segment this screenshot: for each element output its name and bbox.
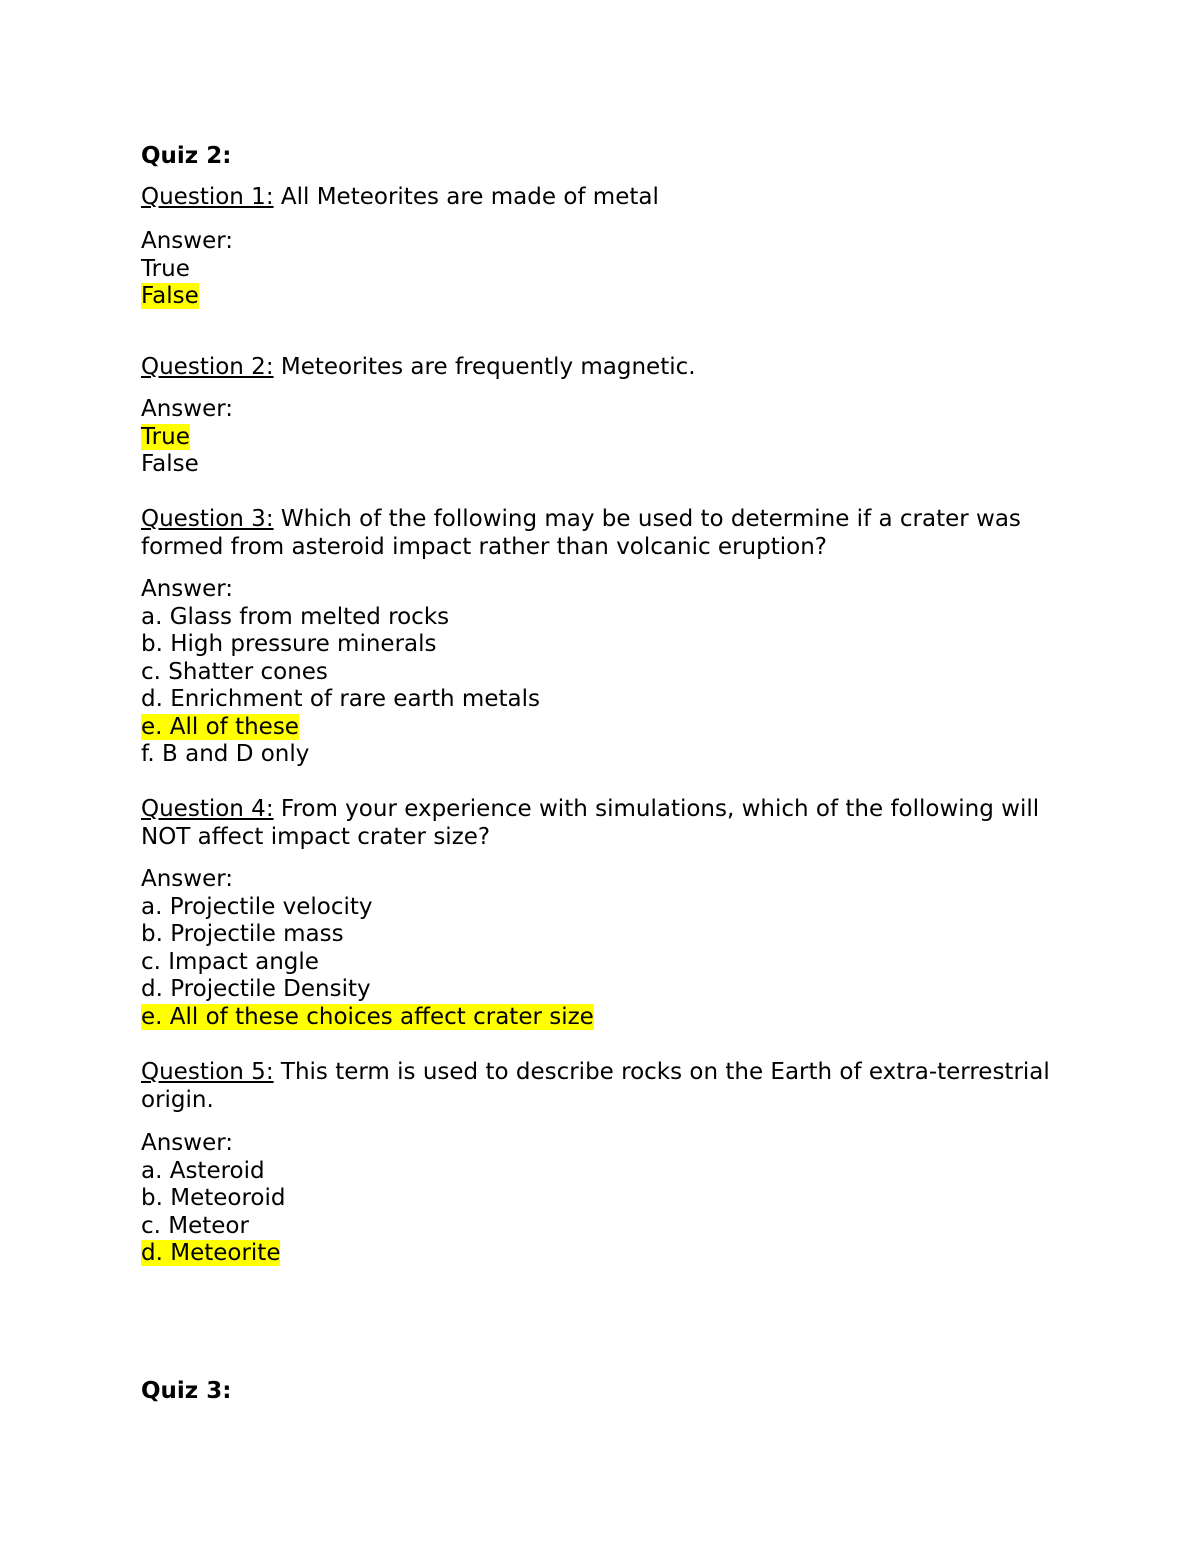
quiz-title: Quiz 2: [141,143,232,169]
answer-option: c. Meteor [141,1212,249,1239]
question-1 [141,184,1061,212]
question-label: Question 1: [141,184,274,210]
answer-label: Answer: [141,396,234,422]
question-text: This term is used to describe rocks on the Earth of extra-terrestrial origin. [141,1059,1050,1113]
question-label: Question 5: [141,1059,274,1085]
question-text: From your experience with simulations, which of the following will NOT affect impact crater size? [141,796,1040,850]
question-label: Question 4: [141,796,274,822]
answer-block-2 [141,396,1061,479]
quiz-title: Quiz 3: [141,1378,232,1404]
question-label: Question 2: [141,354,274,380]
question-2 [141,354,1061,382]
answer-option-correct: False [141,283,199,309]
answer-block-4 [141,866,1061,1031]
answer-option: a. Glass from melted rocks [141,603,450,630]
answer-option-correct: e. All of these [141,713,299,740]
answer-label: Answer: [141,228,234,254]
question-text: All Meteorites are made of metal [273,184,659,210]
answer-option-correct: e. All of these choices affect crater size [141,1003,594,1030]
question-4 [141,796,1061,851]
answer-option: f. B and D only [141,741,310,767]
question-5 [141,1059,1061,1114]
answer-label: Answer: [141,576,234,602]
question-3 [141,506,1061,561]
answer-option-correct: d. Meteorite [141,1240,281,1266]
answer-option-correct: True [141,423,190,450]
answer-option: b. Meteoroid [141,1185,286,1211]
question-text: Meteorites are frequently magnetic. [273,354,696,380]
answer-option: d. Enrichment of rare earth metals [141,686,540,712]
answer-option: c. Shatter cones [141,658,328,685]
question-text: Which of the following may be used to determine if a crater was formed from asteroid impact rather than volcanic eruption? [141,506,1021,560]
answer-block-1 [141,228,1061,311]
question-label: Question 3: [141,506,274,532]
answer-option: b. High pressure minerals [141,631,437,657]
answer-block-3 [141,576,1061,769]
answer-option: a. Asteroid [141,1157,265,1184]
answer-label: Answer: [141,866,234,892]
answer-option: b. Projectile mass [141,921,344,947]
answer-option: d. Projectile Density [141,976,371,1002]
answer-option: False [141,451,199,477]
answer-block-5 [141,1130,1061,1268]
answer-option: c. Impact angle [141,948,319,975]
answer-label: Answer: [141,1130,234,1156]
answer-option: a. Projectile velocity [141,893,373,920]
answer-option: True [141,255,190,282]
